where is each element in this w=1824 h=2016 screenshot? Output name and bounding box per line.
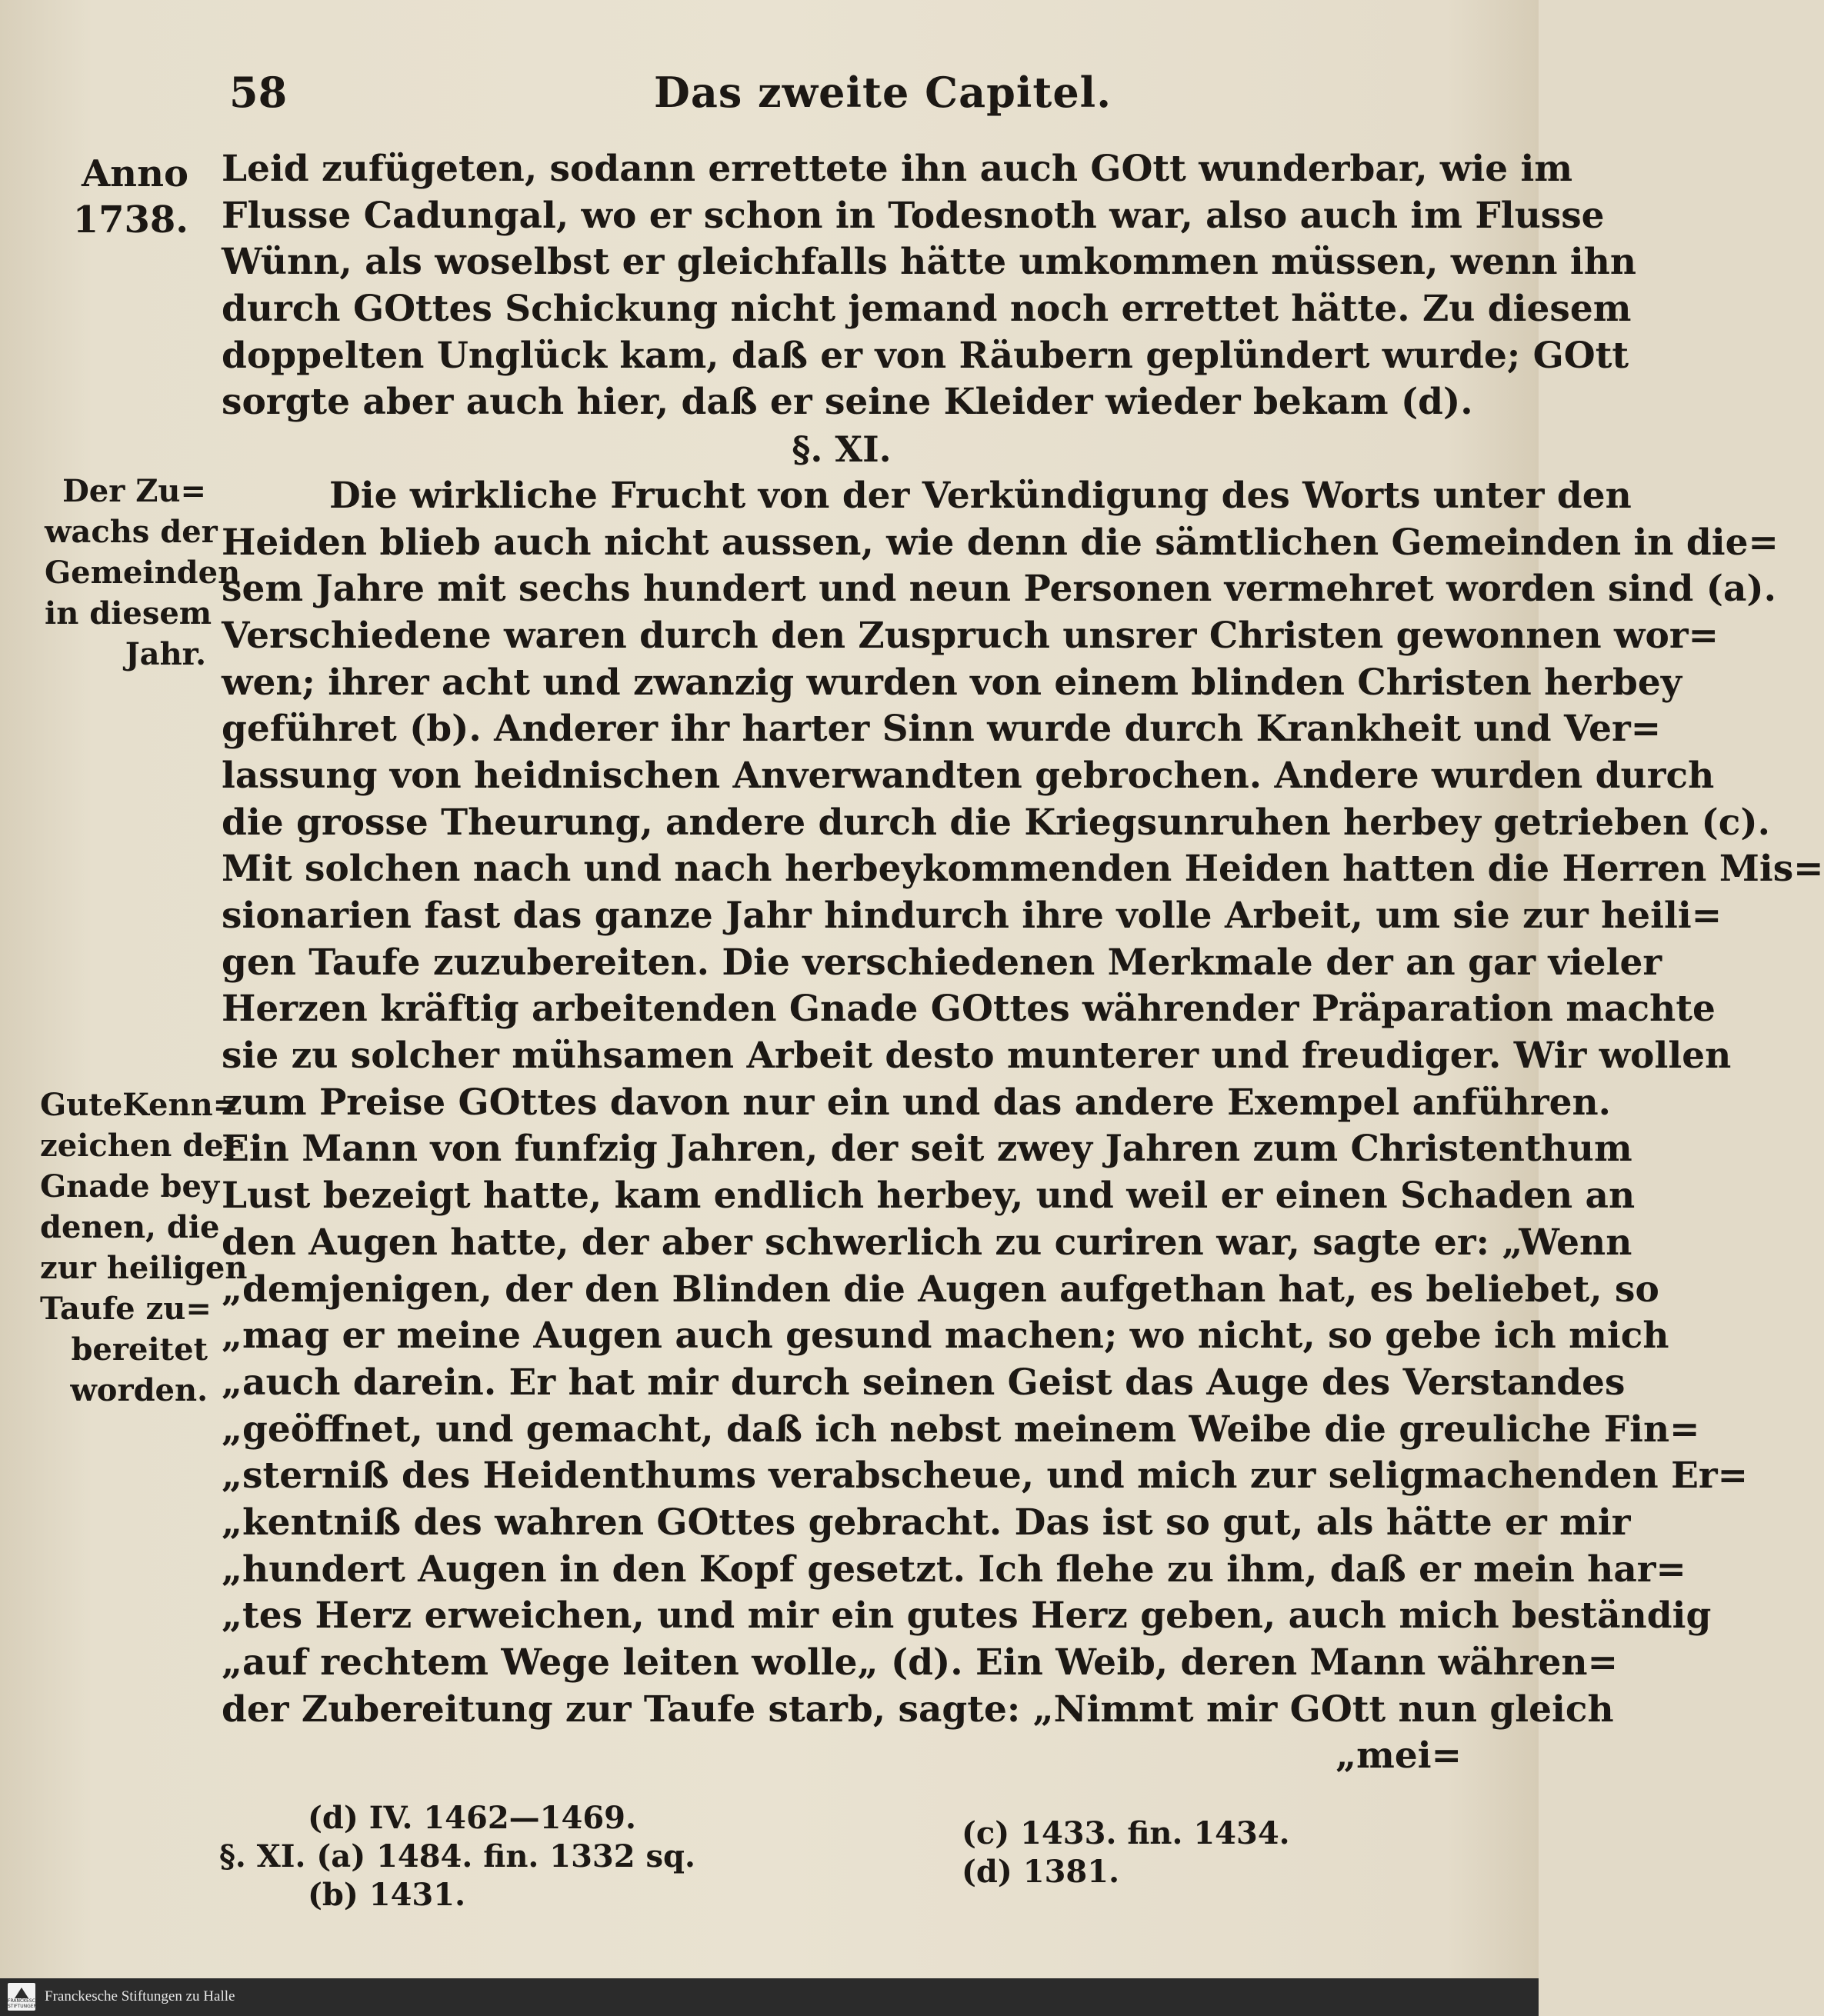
margin-line: bereitet	[71, 1331, 208, 1368]
margin-line: zeichen der	[40, 1128, 240, 1164]
institution-label: Franckesche Stiftungen zu Halle	[45, 1988, 235, 2004]
margin-line: 1738.	[72, 198, 188, 242]
catchword: „mei=	[1335, 1734, 1462, 1778]
text-line: gen Taufe zuzubereiten. Die verschiedenen Merkmale der an gar vieler	[222, 941, 1662, 984]
text-line: der Zubereitung zur Taufe starb, sagte: „Nimmt mir GOtt nun gleich	[222, 1688, 1614, 1731]
page-header	[0, 68, 1539, 122]
margin-line: GuteKenn=	[40, 1087, 239, 1123]
margin-line: worden.	[70, 1372, 208, 1408]
margin-note-increase	[45, 471, 241, 675]
text-line: zum Preise GOttes davon nur ein und das andere Exempel anführen.	[222, 1081, 1612, 1124]
viewer-bottom-bar	[0, 1978, 1539, 2016]
text-line: lassung von heidnischen Anverwandten gebrochen. Andere wurden durch	[222, 754, 1715, 797]
margin-note-signs	[40, 1085, 248, 1411]
margin-line: denen, die	[40, 1209, 220, 1245]
text-line: Wünn, als woselbst er gleichfalls hätte umkommen müssen, wenn ihn	[222, 241, 1637, 284]
text-line: „geöffnet, und gemacht, daß ich nebst meinem Weibe die greuliche Fin=	[222, 1408, 1700, 1451]
text-line: „hundert Augen in den Kopf gesetzt. Ich flehe zu ihm, daß er mein har=	[222, 1548, 1686, 1591]
text-line: doppelten Unglück kam, daß er von Räubern geplündert wurde; GOtt	[222, 334, 1629, 377]
logo-text: FRANCKESCHE STIFTUNGEN	[8, 1998, 42, 2009]
text-line: „auch darein. Er hat mir durch seinen Geist das Auge des Verstandes	[222, 1361, 1626, 1404]
page-number: 58	[229, 68, 288, 117]
text-line: den Augen hatte, der aber schwerlich zu curiren war, sagte er: „Wenn	[222, 1221, 1632, 1264]
margin-line: Gemeinden	[45, 555, 241, 591]
text-line: Lust bezeigt hatte, kam endlich herbey, und weil er einen Schaden an	[222, 1175, 1636, 1218]
text-line: „mag er meine Augen auch gesund machen; wo nicht, so gebe ich mich	[222, 1315, 1669, 1358]
margin-line: Der Zu=	[62, 473, 206, 509]
text-line: geführet (b). Anderer ihr harter Sinn wurde durch Krankheit und Ver=	[222, 708, 1662, 751]
footnote: (d) IV. 1462—1469.	[308, 1800, 636, 1836]
margin-line: wachs der	[45, 514, 218, 550]
section-heading: §. XI.	[792, 428, 892, 471]
text-line: Mit solchen nach und nach herbeykommenden Heiden hatten die Herren Mis=	[222, 848, 1824, 891]
footnote: (d) 1381.	[962, 1854, 1119, 1890]
footnote: §. XI. (a) 1484. fin. 1332 sq.	[219, 1838, 695, 1874]
text-line: sorgte aber auch hier, daß er seine Kleider wieder bekam (d).	[222, 381, 1473, 424]
body-text	[222, 146, 1824, 1780]
text-line: Die wirkliche Frucht von der Verkündigung des Worts unter den	[329, 474, 1632, 517]
text-line: sem Jahre mit sechs hundert und neun Personen vermehret worden sind (a).	[222, 568, 1776, 611]
text-line: Ein Mann von funfzig Jahren, der seit zwey Jahren zum Christenthum	[222, 1128, 1632, 1171]
text-line: Leid zufügeten, sodann errettete ihn auch GOtt wunderbar, wie im	[222, 148, 1573, 190]
footnote: (b) 1431.	[308, 1877, 465, 1913]
margin-line: in diesem	[45, 595, 212, 631]
text-line: Verschiedene waren durch den Zuspruch unsrer Christen gewonnen wor=	[222, 614, 1719, 657]
margin-line: Jahr.	[125, 636, 206, 672]
margin-line: Anno	[81, 152, 188, 195]
footnote: (c) 1433. fin. 1434.	[962, 1815, 1290, 1851]
text-line: sie zu solcher mühsamen Arbeit desto munterer und freudiger. Wir wollen	[222, 1035, 1732, 1078]
foundation-logo-icon	[8, 1983, 42, 2011]
text-line: durch GOttes Schickung nicht jemand noch errettet hätte. Zu diesem	[222, 288, 1632, 331]
text-line: „tes Herz erweichen, und mir ein gutes Herz geben, auch mich beständig	[222, 1594, 1712, 1638]
text-line: die grosse Theurung, andere durch die Kriegsunruhen herbey getrieben (c).	[222, 801, 1771, 844]
text-line: Heiden blieb auch nicht aussen, wie denn die sämtlichen Gemeinden in die=	[222, 521, 1779, 564]
text-line: „kentniß des wahren GOttes gebracht. Das ist so gut, als hätte er mir	[222, 1501, 1631, 1544]
text-line: „sterniß des Heidenthums verabscheue, und mich zur seligmachenden Er=	[222, 1455, 1749, 1498]
text-line: sionarien fast das ganze Jahr hindurch ihre volle Arbeit, um sie zur heili=	[222, 895, 1722, 937]
text-line: „auf rechtem Wege leiten wolle„ (d). Ein Weib, deren Mann währen=	[222, 1641, 1618, 1684]
text-line: wen; ihrer acht und zwanzig wurden von einem blinden Christen herbey	[222, 661, 1682, 704]
text-line: „demjenigen, der den Blinden die Augen aufgethan hat, es beliebet, so	[222, 1268, 1659, 1311]
text-line: Flusse Cadungal, wo er schon in Todesnoth war, also auch im Flusse	[222, 194, 1605, 237]
margin-line: Gnade bey	[40, 1168, 220, 1205]
margin-note-year	[54, 151, 188, 243]
text-line: Herzen kräftig arbeitenden Gnade GOttes währender Präparation machte	[222, 988, 1716, 1031]
margin-line: Taufe zu=	[40, 1291, 212, 1327]
margin-line: zur heiligen	[40, 1250, 248, 1286]
running-title: Das zweite Capitel.	[654, 68, 1112, 117]
